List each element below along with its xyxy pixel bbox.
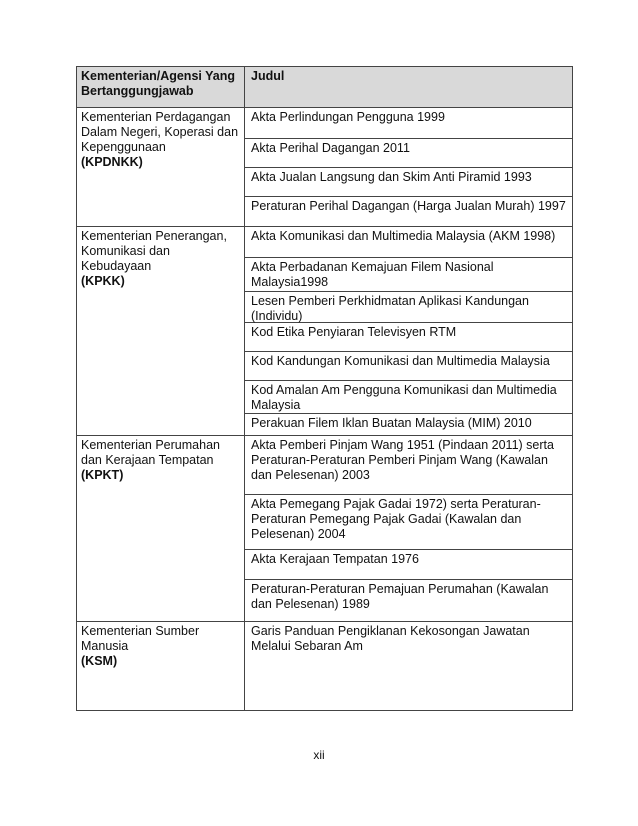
- ministry-cell: [77, 436, 245, 621]
- title-item: Akta Jualan Langsung dan Skim Anti Piramid 1993: [245, 167, 572, 196]
- title-item: Perakuan Filem Iklan Buatan Malaysia (MIM) 2010: [245, 413, 572, 435]
- title-item: Peraturan-Peraturan Pemajuan Perumahan (Kawalan dan Pelesenan) 1989: [245, 579, 572, 621]
- ministry-cell: [77, 227, 245, 435]
- header-ministry: Kementerian/Agensi Yang Bertanggungjawab: [77, 67, 245, 107]
- header-title: Judul: [251, 69, 285, 83]
- titles-cell: [245, 436, 572, 621]
- title-item: Peraturan Perihal Dagangan (Harga Jualan Murah) 1997: [245, 196, 572, 226]
- titles-cell: [245, 108, 572, 226]
- regulation-table: [76, 66, 573, 711]
- title-item: Akta Perlindungan Pengguna 1999: [251, 110, 445, 124]
- title-item: Kod Kandungan Komunikasi dan Multimedia Malaysia: [245, 351, 572, 380]
- ministry-cell: [77, 622, 245, 710]
- title-item: Lesen Pemberi Perkhidmatan Aplikasi Kandungan (Individu): [245, 291, 572, 322]
- titles-cell: [245, 227, 572, 435]
- title-item: Akta Perbadanan Kemajuan Filem Nasional Malaysia1998: [245, 257, 572, 291]
- table-row: [77, 226, 572, 435]
- title-item: Akta Pemberi Pinjam Wang 1951 (Pindaan 2011) serta Peraturan-Peraturan Pemberi Pinjam Wang (Kawalan dan Pelesenan) 2003: [251, 438, 554, 482]
- title-item: Kod Etika Penyiaran Televisyen RTM: [245, 322, 572, 351]
- table-header-row: [77, 67, 572, 107]
- ministry-name: Kementerian Penerangan, Komunikasi dan Kebudayaan: [81, 229, 227, 273]
- ministry-abbr: (KSM): [81, 654, 118, 668]
- ministry-cell: [77, 108, 245, 226]
- titles-cell: [245, 622, 572, 710]
- page-number: xii: [313, 748, 325, 762]
- ministry-abbr: (KPKT): [81, 468, 124, 482]
- title-item: Akta Perihal Dagangan 2011: [245, 138, 572, 167]
- table-row: [77, 107, 572, 226]
- ministry-abbr: (KPDNKK): [81, 155, 143, 169]
- title-item: Akta Pemegang Pajak Gadai 1972) serta Peraturan-Peraturan Pemegang Pajak Gadai (Kawalan dan Pelesenan) 2004: [245, 494, 572, 549]
- ministry-name: Kementerian Sumber Manusia: [81, 624, 200, 653]
- title-item: Kod Amalan Am Pengguna Komunikasi dan Multimedia Malaysia: [245, 380, 572, 413]
- table-row: [77, 621, 572, 710]
- ministry-name: Kementerian Perdagangan Dalam Negeri, Koperasi dan Kepenggunaan: [81, 110, 239, 154]
- table-row: [77, 435, 572, 621]
- title-item: Akta Kerajaan Tempatan 1976: [245, 549, 572, 579]
- ministry-abbr: (KPKK): [81, 274, 125, 288]
- title-item: Garis Panduan Pengiklanan Kekosongan Jawatan Melalui Sebaran Am: [251, 624, 530, 653]
- title-item: Akta Komunikasi dan Multimedia Malaysia (AKM 1998): [251, 229, 556, 243]
- ministry-name: Kementerian Perumahan dan Kerajaan Tempatan: [81, 438, 220, 467]
